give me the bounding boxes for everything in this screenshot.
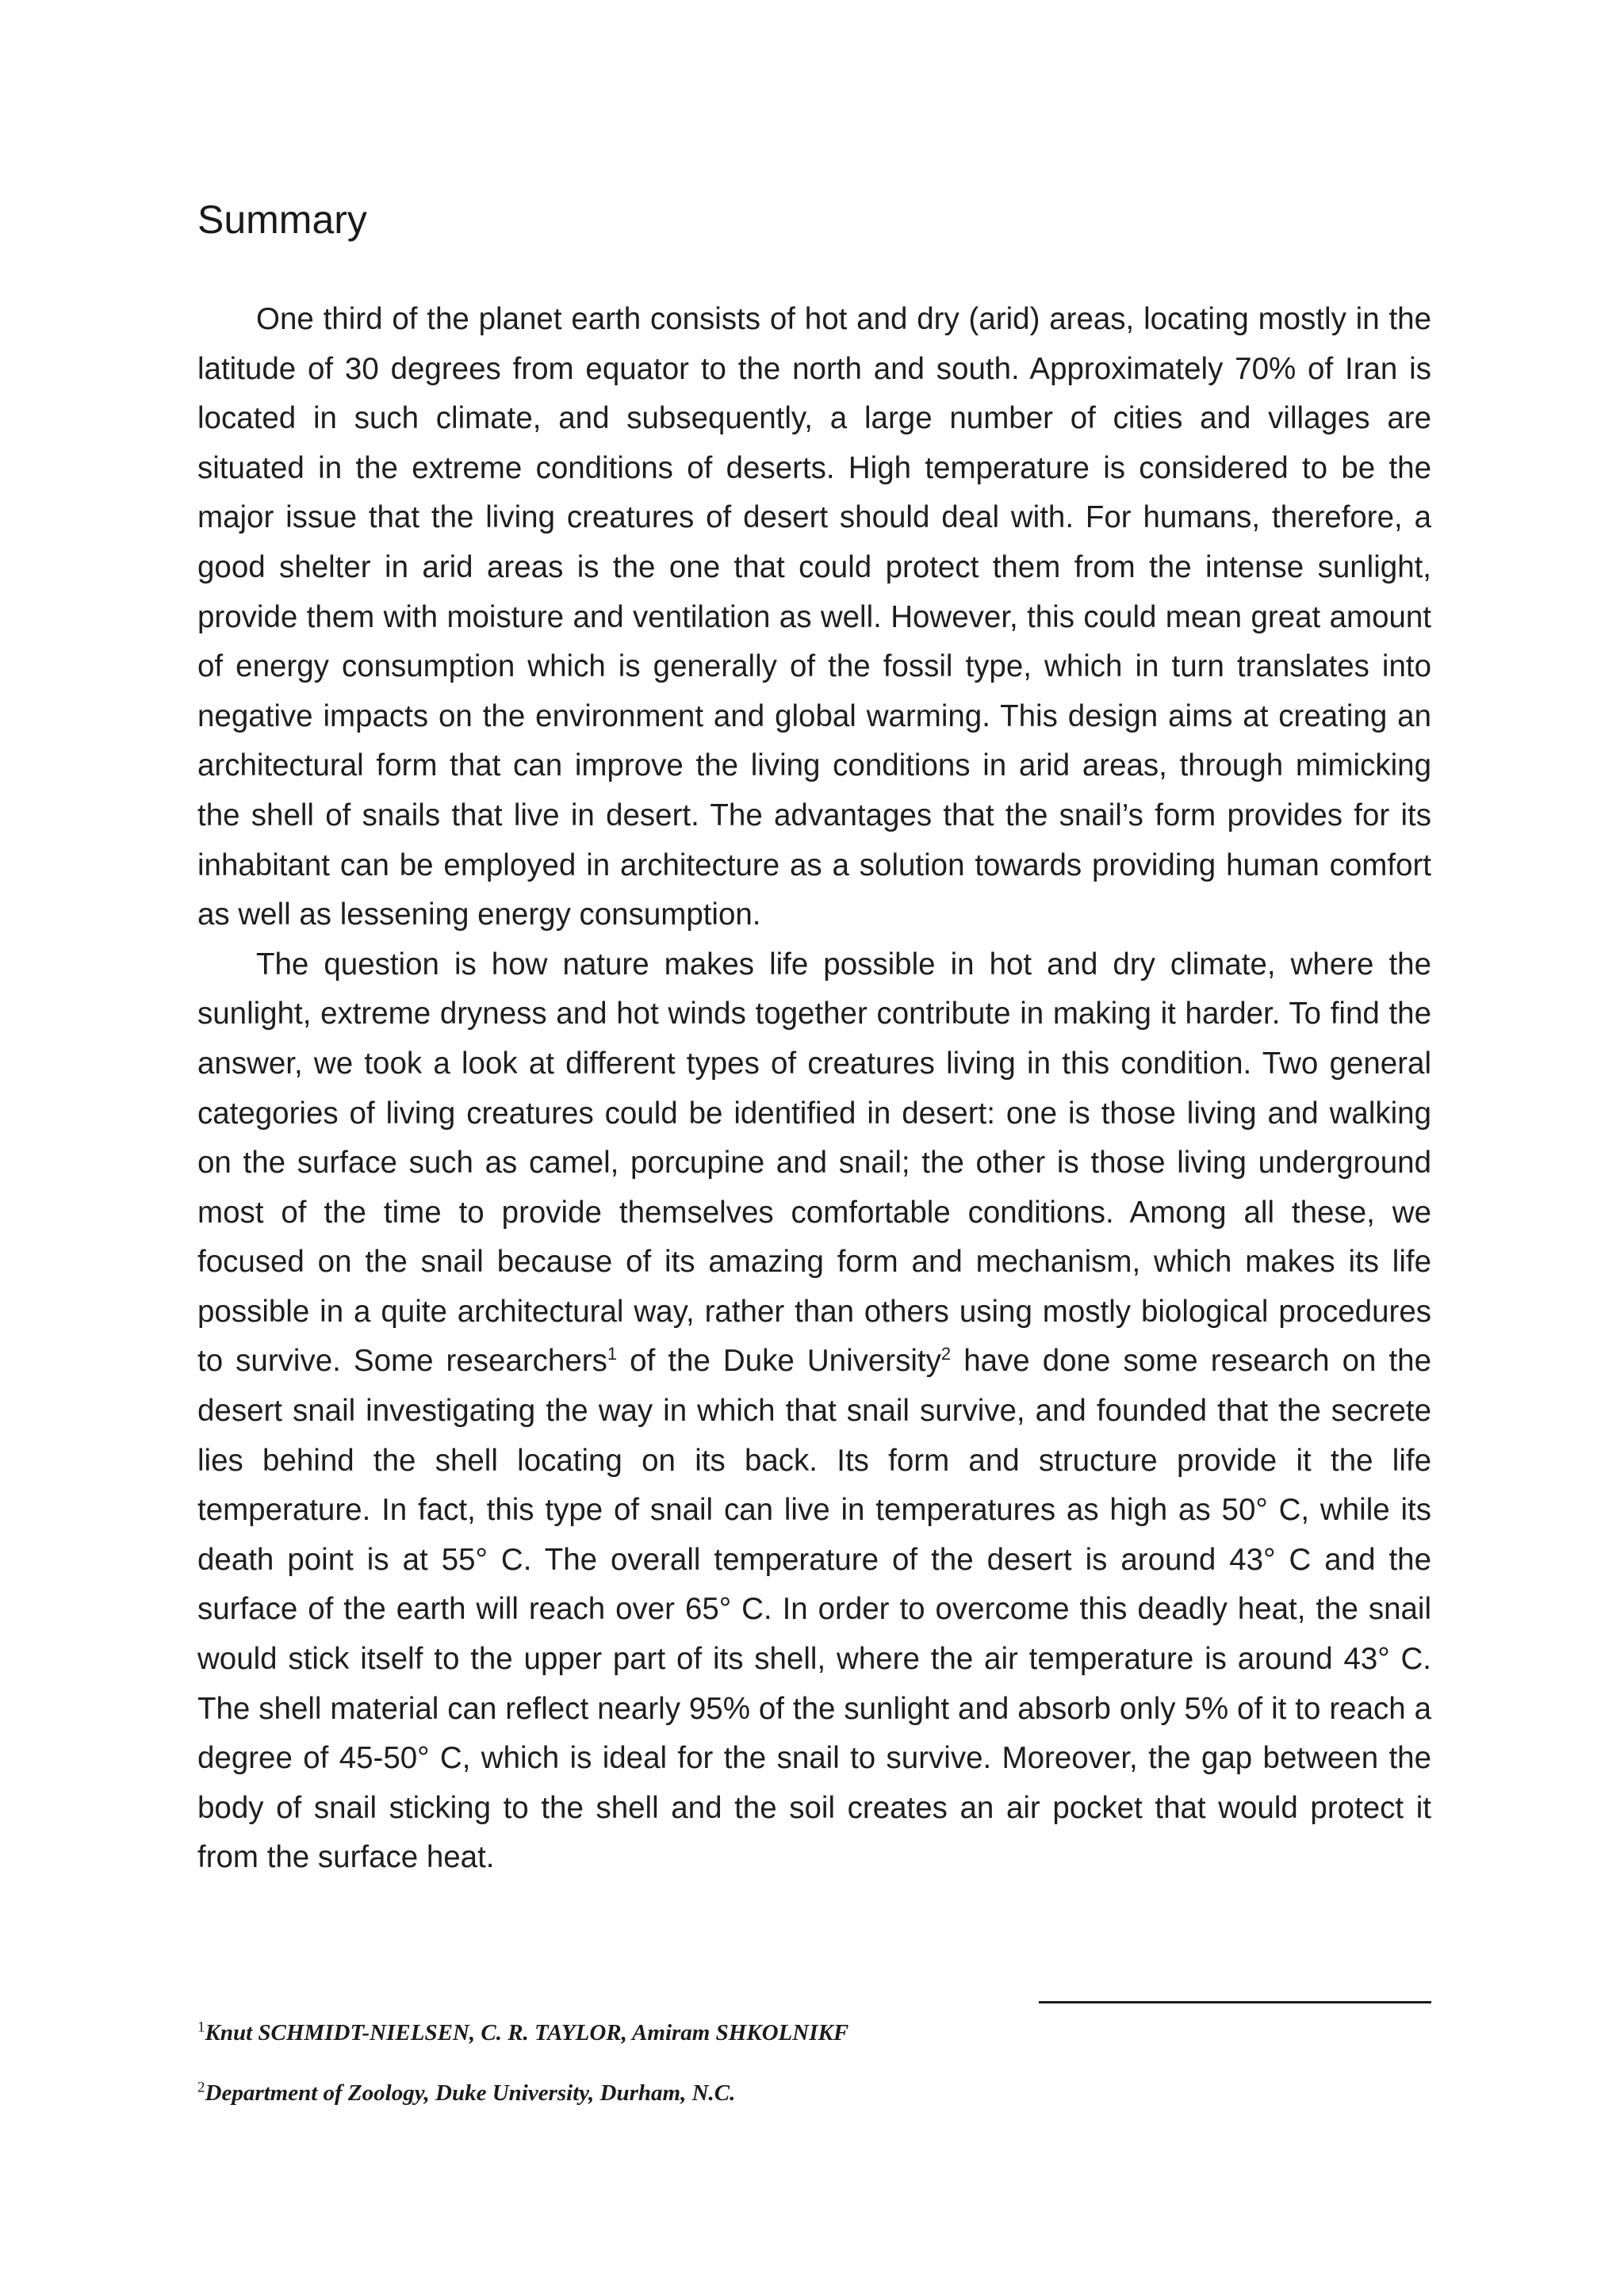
- footnote-1-text: Knut SCHMIDT-NIELSEN, C. R. TAYLOR, Amiram SHKOLNIKF: [205, 2020, 849, 2045]
- footnote-ref-1: 1: [607, 1344, 618, 1364]
- footnote-1-marker: 1: [197, 2019, 205, 2036]
- footnote-2: [197, 2079, 735, 2107]
- paragraph-2-text-a: The question is how nature makes life possible in hot and dry climate, where the sunlight, extreme dryness and hot winds together contribute in making it harder. To find the answer, we took a look at different types of creatures living in this condition. Two general categories of living creatures could be identified in desert: one is those living and walking on the surface such as camel, porcupine and snail; the other is those living underground most of the time to provide themselves comfortable conditions. Among all these, we focused on the snail because of its amazing form and mechanism, which makes its life possible in a quite architectural way, rather than others using mostly biological procedures to survive. Some researchers: [197, 947, 1431, 1379]
- footnote-ref-2: 2: [940, 1344, 952, 1364]
- section-heading: Summary: [197, 197, 367, 242]
- paragraph-1: One third of the planet earth consists of hot and dry (arid) areas, locating mostly in the latitude of 30 degrees from equator to the north and south. Approximately 70% of Iran is located in such climate, and subsequently, a large number of cities and villages are situated in the extreme conditions of deserts. High temperature is considered to be the major issue that the living creatures of desert should deal with. For humans, therefore, a good shelter in arid areas is the one that could protect them from the intense sunlight, provide them with moisture and ventilation as well. However, this could mean great amount of energy consumption which is generally of the fossil type, which in turn translates into negative impacts on the environment and global warming. This design aims at creating an architectural form that can improve the living conditions in arid areas, through mimicking the shell of snails that live in desert. The advantages that the snail’s form provides for its inhabitant can be employed in architecture as a solution towards providing human comfort as well as lessening energy consumption.: [197, 302, 1431, 932]
- paragraph-2: [197, 940, 1431, 1883]
- paragraph-2-text-b: of the Duke University: [617, 1344, 941, 1379]
- footnote-separator: [1039, 2001, 1431, 2003]
- footnote-2-text: Department of Zoology, Duke University, Durham, N.C.: [205, 2080, 736, 2106]
- paragraph-2-text-c: have done some research on the desert snail investigating the way in which that snail survive, and founded that the secrete lies behind the shell locating on its back. Its form and structure provide it the life temperature. In fact, this type of snail can live in temperatures as high as 50° C, while its death point is at 55° C. The overall temperature of the desert is around 43° C and the surface of the earth will reach over 65° C. In order to overcome this deadly heat, the snail would stick itself to the upper part of its shell, where the air temperature is around 43° C. The shell material can reflect nearly 95% of the sunlight and absorb only 5% of it to reach a degree of 45-50° C, which is ideal for the snail to survive. Moreover, the gap between the body of snail sticking to the shell and the soil creates an air pocket that would protect it from the surface heat.: [197, 1344, 1431, 1875]
- footnote-1: [197, 2019, 848, 2047]
- footnote-2-marker: 2: [197, 2079, 205, 2096]
- summary-body: [197, 295, 1431, 1883]
